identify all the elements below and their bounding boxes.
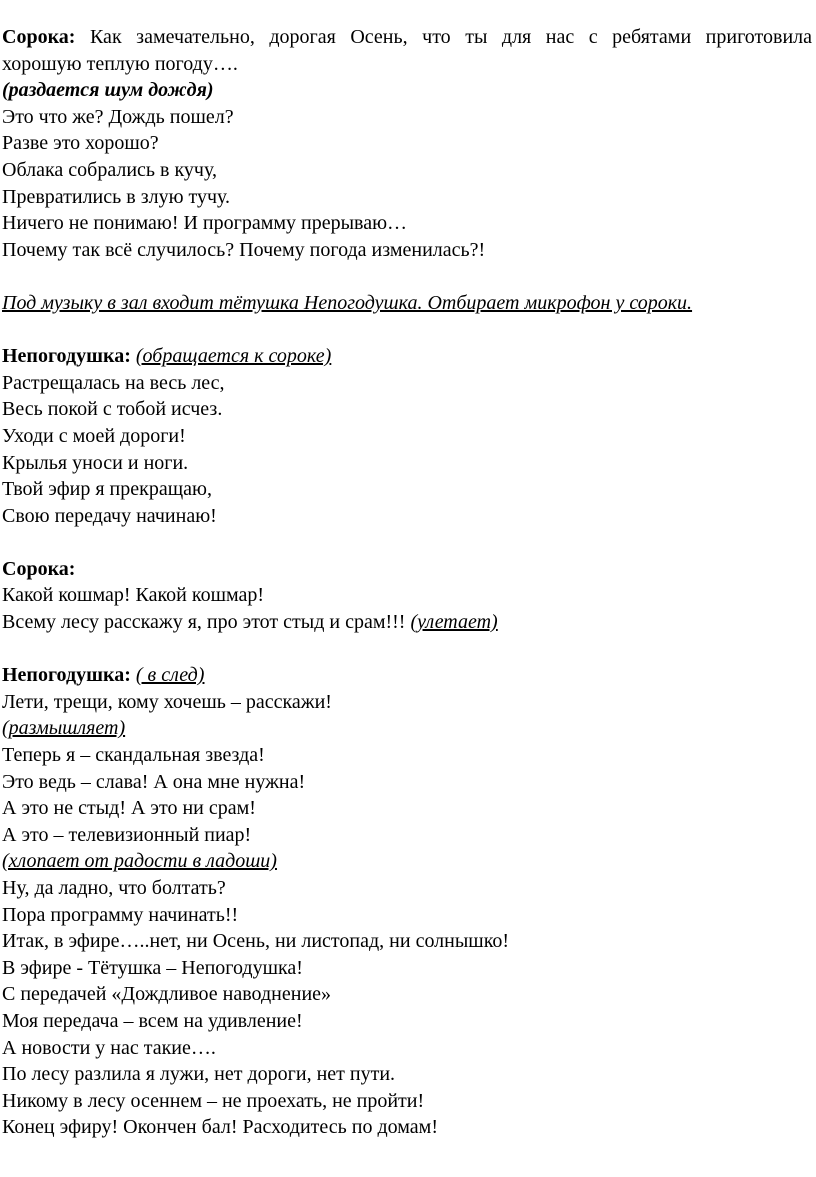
dialogue-line: Ничего не понимаю! И программу прерываю… <box>2 212 408 235</box>
dialogue-line: А новости у нас такие…. <box>2 1036 216 1059</box>
dialogue-line: Теперь я – скандальная звезда! <box>2 744 265 767</box>
dialogue-line: Свою передачу начинаю! <box>2 504 217 527</box>
dialogue-line: Никому в лесу осеннем – не проехать, не пройти! <box>2 1089 425 1112</box>
sound-remark <box>0 77 816 104</box>
speaker-line <box>0 343 816 370</box>
dialogue-line: Уходи с моей дороги! <box>2 424 186 447</box>
speaker-line <box>0 662 816 689</box>
aside-text: ( в след) <box>135 664 205 687</box>
dialogue-line: Итак, в эфире…..нет, ни Осень, ни листопад, ни солнышко! <box>2 930 510 953</box>
remark-text: (хлопает от радости в ладоши) <box>2 850 277 873</box>
dialogue-line: Конец эфиру! Окончен бал! Расходитесь по домам! <box>2 1116 438 1139</box>
dialogue-line: Растрещалась на весь лес, <box>2 371 225 394</box>
speaker-name: Непогодушка: <box>2 664 131 687</box>
dialogue-line: Ну, да ладно, что болтать? <box>2 877 226 899</box>
dialogue-line: В эфире - Тётушка – Непогодушка! <box>2 956 303 979</box>
dialogue-line: Лети, трещи, кому хочешь – расскажи! <box>2 690 332 713</box>
speaker-line <box>0 556 816 583</box>
dialogue-line: А это – телевизионный пиар! <box>2 823 252 846</box>
dialogue-line <box>0 24 812 51</box>
dialogue-text: Всему лесу расскажу я, про этот стыд и срам!!! <box>2 611 411 634</box>
dialogue-line: Твой эфир я прекращаю, <box>2 478 212 501</box>
blank-line <box>0 263 816 290</box>
remark-text: (раздается шум дождя) <box>2 79 214 102</box>
blank-line <box>0 317 816 344</box>
dialogue-line: Это что же? Дождь пошел? <box>2 105 234 128</box>
dialogue-line: С передачей «Дождливое наводнение» <box>2 983 332 1006</box>
dialogue-line: хорошую теплую погоду…. <box>2 52 238 75</box>
remark-line <box>0 715 816 742</box>
dialogue-text: Как замечательно, дорогая Осень, что ты для нас с ребятами приготовила <box>89 26 813 48</box>
aside-text: (улетает) <box>410 611 498 634</box>
remark-line <box>0 848 816 875</box>
speaker-name: Сорока: <box>2 26 76 48</box>
dialogue-line: Какой кошмар! Какой кошмар! <box>2 584 265 607</box>
dialogue-line: Превратились в злую тучу. <box>2 185 231 208</box>
speaker-name: Сорока: <box>2 557 76 580</box>
dialogue-line: Крылья уноси и ноги. <box>2 451 189 474</box>
stage-direction <box>0 290 816 317</box>
dialogue-line: Пора программу начинать!! <box>2 903 239 926</box>
dialogue-line <box>0 609 816 636</box>
dialogue-line: Облака собрались в кучу, <box>2 158 217 181</box>
dialogue-line: Разве это хорошо? <box>2 132 159 155</box>
blank-line <box>0 529 816 556</box>
speaker-name: Непогодушка: <box>2 345 131 368</box>
blank-line <box>0 636 816 663</box>
stage-direction-text: Под музыку в зал входит тётушка Непогодушка. Отбирает микрофон у сороки. <box>2 291 693 314</box>
dialogue-line: Весь покой с тобой исчез. <box>2 398 223 421</box>
document-page <box>0 24 816 1141</box>
dialogue-line: А это не стыд! А это ни срам! <box>2 797 256 820</box>
dialogue-line: Моя передача – всем на удивление! <box>2 1009 303 1032</box>
dialogue-line: Это ведь – слава! А она мне нужна! <box>2 770 306 793</box>
dialogue-line: По лесу разлила я лужи, нет дороги, нет пути. <box>2 1063 396 1086</box>
dialogue-line: Почему так всё случилось? Почему погода изменилась?! <box>2 238 486 261</box>
remark-text: (размышляет) <box>2 717 126 740</box>
aside-text: (обращается к сороке) <box>135 345 332 368</box>
